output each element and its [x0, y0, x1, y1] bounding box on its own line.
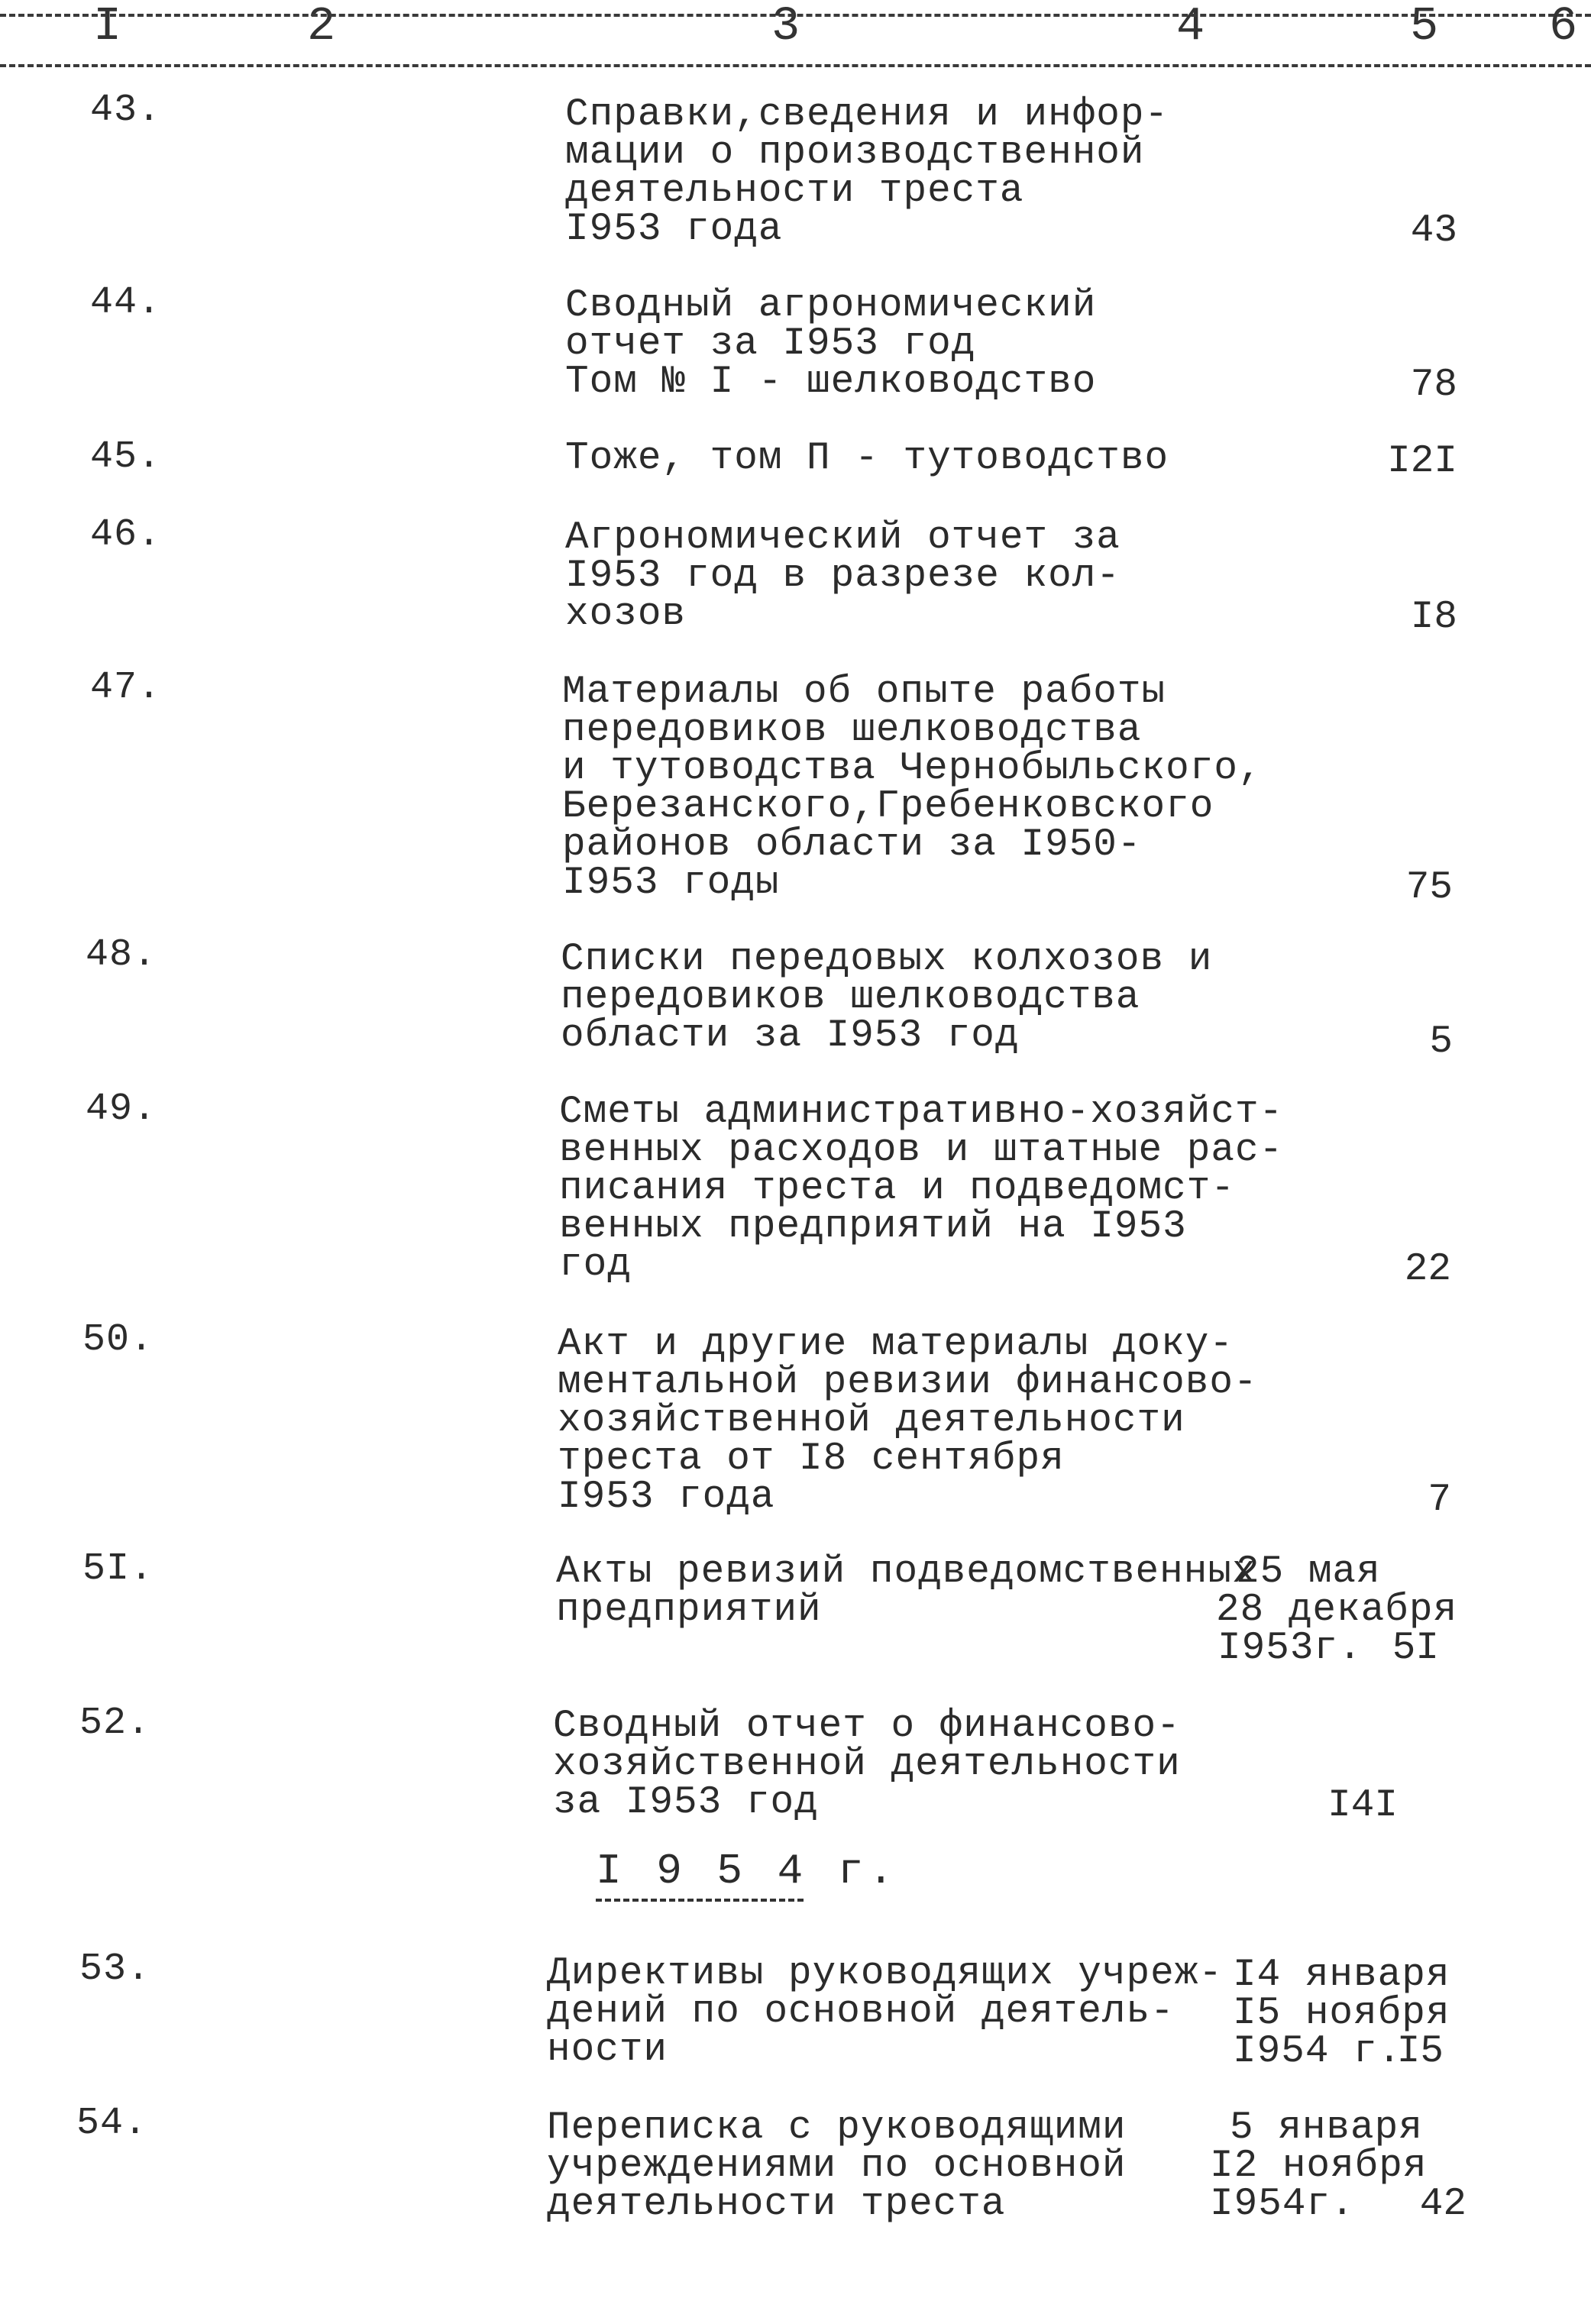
- date-end: 28 декабря: [1216, 1589, 1458, 1632]
- column-number-4: 4: [1176, 0, 1205, 53]
- title-line: отчет за I953 год: [565, 322, 976, 366]
- title-line: Справки,сведения и инфор-: [565, 93, 1169, 137]
- column-number-2: 2: [307, 0, 336, 53]
- title-line: венных предприятий на I953: [559, 1205, 1187, 1249]
- sheet-count: I5: [1396, 2030, 1444, 2073]
- entry-number: 53.: [79, 1947, 151, 1991]
- date-start: I4 января: [1233, 1954, 1450, 1997]
- title-line: передовиков шелководства: [561, 976, 1140, 1020]
- entry-title: [565, 516, 1120, 636]
- title-line: деятельности треста: [565, 170, 1024, 213]
- entry-number: 43.: [90, 89, 162, 132]
- column-number-5: 5: [1410, 0, 1439, 53]
- year-heading-underline: [596, 1899, 804, 1902]
- sheet-count: 42: [1419, 2183, 1467, 2226]
- sheet-count: 22: [1404, 1248, 1451, 1291]
- title-line: хозяйственной деятельности: [558, 1399, 1185, 1443]
- title-line: I953 годы: [562, 861, 780, 905]
- entry-number: 5I.: [82, 1547, 154, 1591]
- entry-title: [547, 2106, 1127, 2226]
- entry-title: [562, 671, 1263, 905]
- date-end: I5 ноября: [1233, 1992, 1450, 2035]
- date-start: 25 мая: [1236, 1550, 1381, 1594]
- sheet-count: I4I: [1327, 1784, 1398, 1828]
- date-year: I953г.: [1218, 1627, 1363, 1670]
- title-line: дений по основной деятель-: [547, 1990, 1175, 2034]
- entry-number: 52.: [79, 1702, 151, 1745]
- title-line: районов области за I950-: [562, 823, 1142, 867]
- sheet-count: 5: [1429, 1020, 1453, 1064]
- title-line: области за I953 год: [561, 1014, 1020, 1058]
- title-line: и тутоводства Чернобыльского,: [562, 747, 1263, 790]
- title-line: деятельности треста: [547, 2183, 1006, 2226]
- entry-title: [556, 1550, 1256, 1632]
- year-heading: I 9 5 4 г.: [596, 1847, 899, 1896]
- entry-number: 50.: [82, 1318, 154, 1362]
- title-line: Сводный отчет о финансово-: [553, 1705, 1181, 1748]
- sheet-count: 5I: [1392, 1627, 1439, 1670]
- entry-number: 54.: [76, 2102, 148, 2145]
- column-number-1: I: [93, 0, 122, 53]
- entry-number: 45.: [90, 435, 162, 479]
- date-start: 5 января: [1230, 2106, 1423, 2150]
- entry-title: [547, 1952, 1223, 2072]
- title-line: Материалы об опыте работы: [562, 671, 1166, 714]
- title-line: писания треста и подведомст-: [559, 1167, 1235, 1210]
- column-number-3: 3: [771, 0, 800, 53]
- entry-title: [559, 1091, 1284, 1287]
- title-line: венных расходов и штатные рас-: [559, 1129, 1284, 1172]
- title-line: год: [559, 1243, 632, 1287]
- title-line: ментальной ревизии финансово-: [558, 1361, 1258, 1404]
- title-line: Акты ревизий подведомственных: [556, 1550, 1256, 1594]
- title-line: за I953 год: [553, 1781, 819, 1825]
- date-end: I2 ноября: [1210, 2145, 1428, 2188]
- date-year: I954 г.: [1233, 2030, 1402, 2073]
- sheet-count: 43: [1410, 209, 1457, 253]
- title-line: Акт и другие материалы доку-: [558, 1323, 1234, 1366]
- title-line: хозяйственной деятельности: [553, 1743, 1181, 1786]
- sheet-count: 75: [1405, 866, 1453, 910]
- entry-title: [558, 1323, 1258, 1519]
- entry-title: [553, 1705, 1181, 1825]
- title-line: Березанского,Гребенковского: [562, 785, 1214, 829]
- title-line: учреждениями по основной: [547, 2145, 1127, 2188]
- entry-number: 48.: [86, 933, 157, 977]
- entry-title: [565, 284, 1097, 404]
- sheet-count: I8: [1410, 596, 1457, 639]
- title-line: треста от I8 сентября: [558, 1437, 1065, 1481]
- title-line: Директивы руководящих учреж-: [547, 1952, 1223, 1996]
- sheet-count: 7: [1428, 1479, 1451, 1522]
- title-line: предприятий: [556, 1589, 822, 1632]
- entry-number: 44.: [90, 281, 162, 325]
- title-line: Тоже, том П - тутоводство: [565, 437, 1169, 480]
- column-number-6: 6: [1549, 0, 1578, 53]
- title-line: Том № I - шелководство: [565, 360, 1097, 404]
- entry-number: 46.: [90, 513, 162, 557]
- title-line: хозов: [565, 593, 687, 636]
- sheet-count: I2I: [1387, 440, 1457, 483]
- entry-number: 49.: [86, 1088, 157, 1131]
- title-line: Сводный агрономический: [565, 284, 1097, 328]
- header-bottom-rule: [0, 64, 1591, 67]
- title-line: передовиков шелководства: [562, 709, 1142, 752]
- entry-number: 47.: [90, 666, 162, 709]
- title-line: Переписка с руководящими: [547, 2106, 1127, 2150]
- title-line: Агрономический отчет за: [565, 516, 1120, 560]
- title-line: I953 года: [565, 208, 783, 251]
- title-line: I953 года: [558, 1476, 775, 1519]
- title-line: Списки передовых колхозов и: [561, 938, 1213, 981]
- sheet-count: 78: [1410, 364, 1457, 407]
- title-line: мации о производственной: [565, 131, 1145, 175]
- title-line: Сметы административно-хозяйст-: [559, 1091, 1284, 1134]
- entry-title: [565, 93, 1169, 251]
- entry-title: [565, 437, 1169, 480]
- title-line: I953 год в разрезе кол-: [565, 554, 1120, 598]
- title-line: ности: [547, 2028, 668, 2072]
- date-year: I954г.: [1210, 2183, 1355, 2226]
- header-top-rule: [0, 14, 1591, 17]
- entry-title: [561, 938, 1213, 1058]
